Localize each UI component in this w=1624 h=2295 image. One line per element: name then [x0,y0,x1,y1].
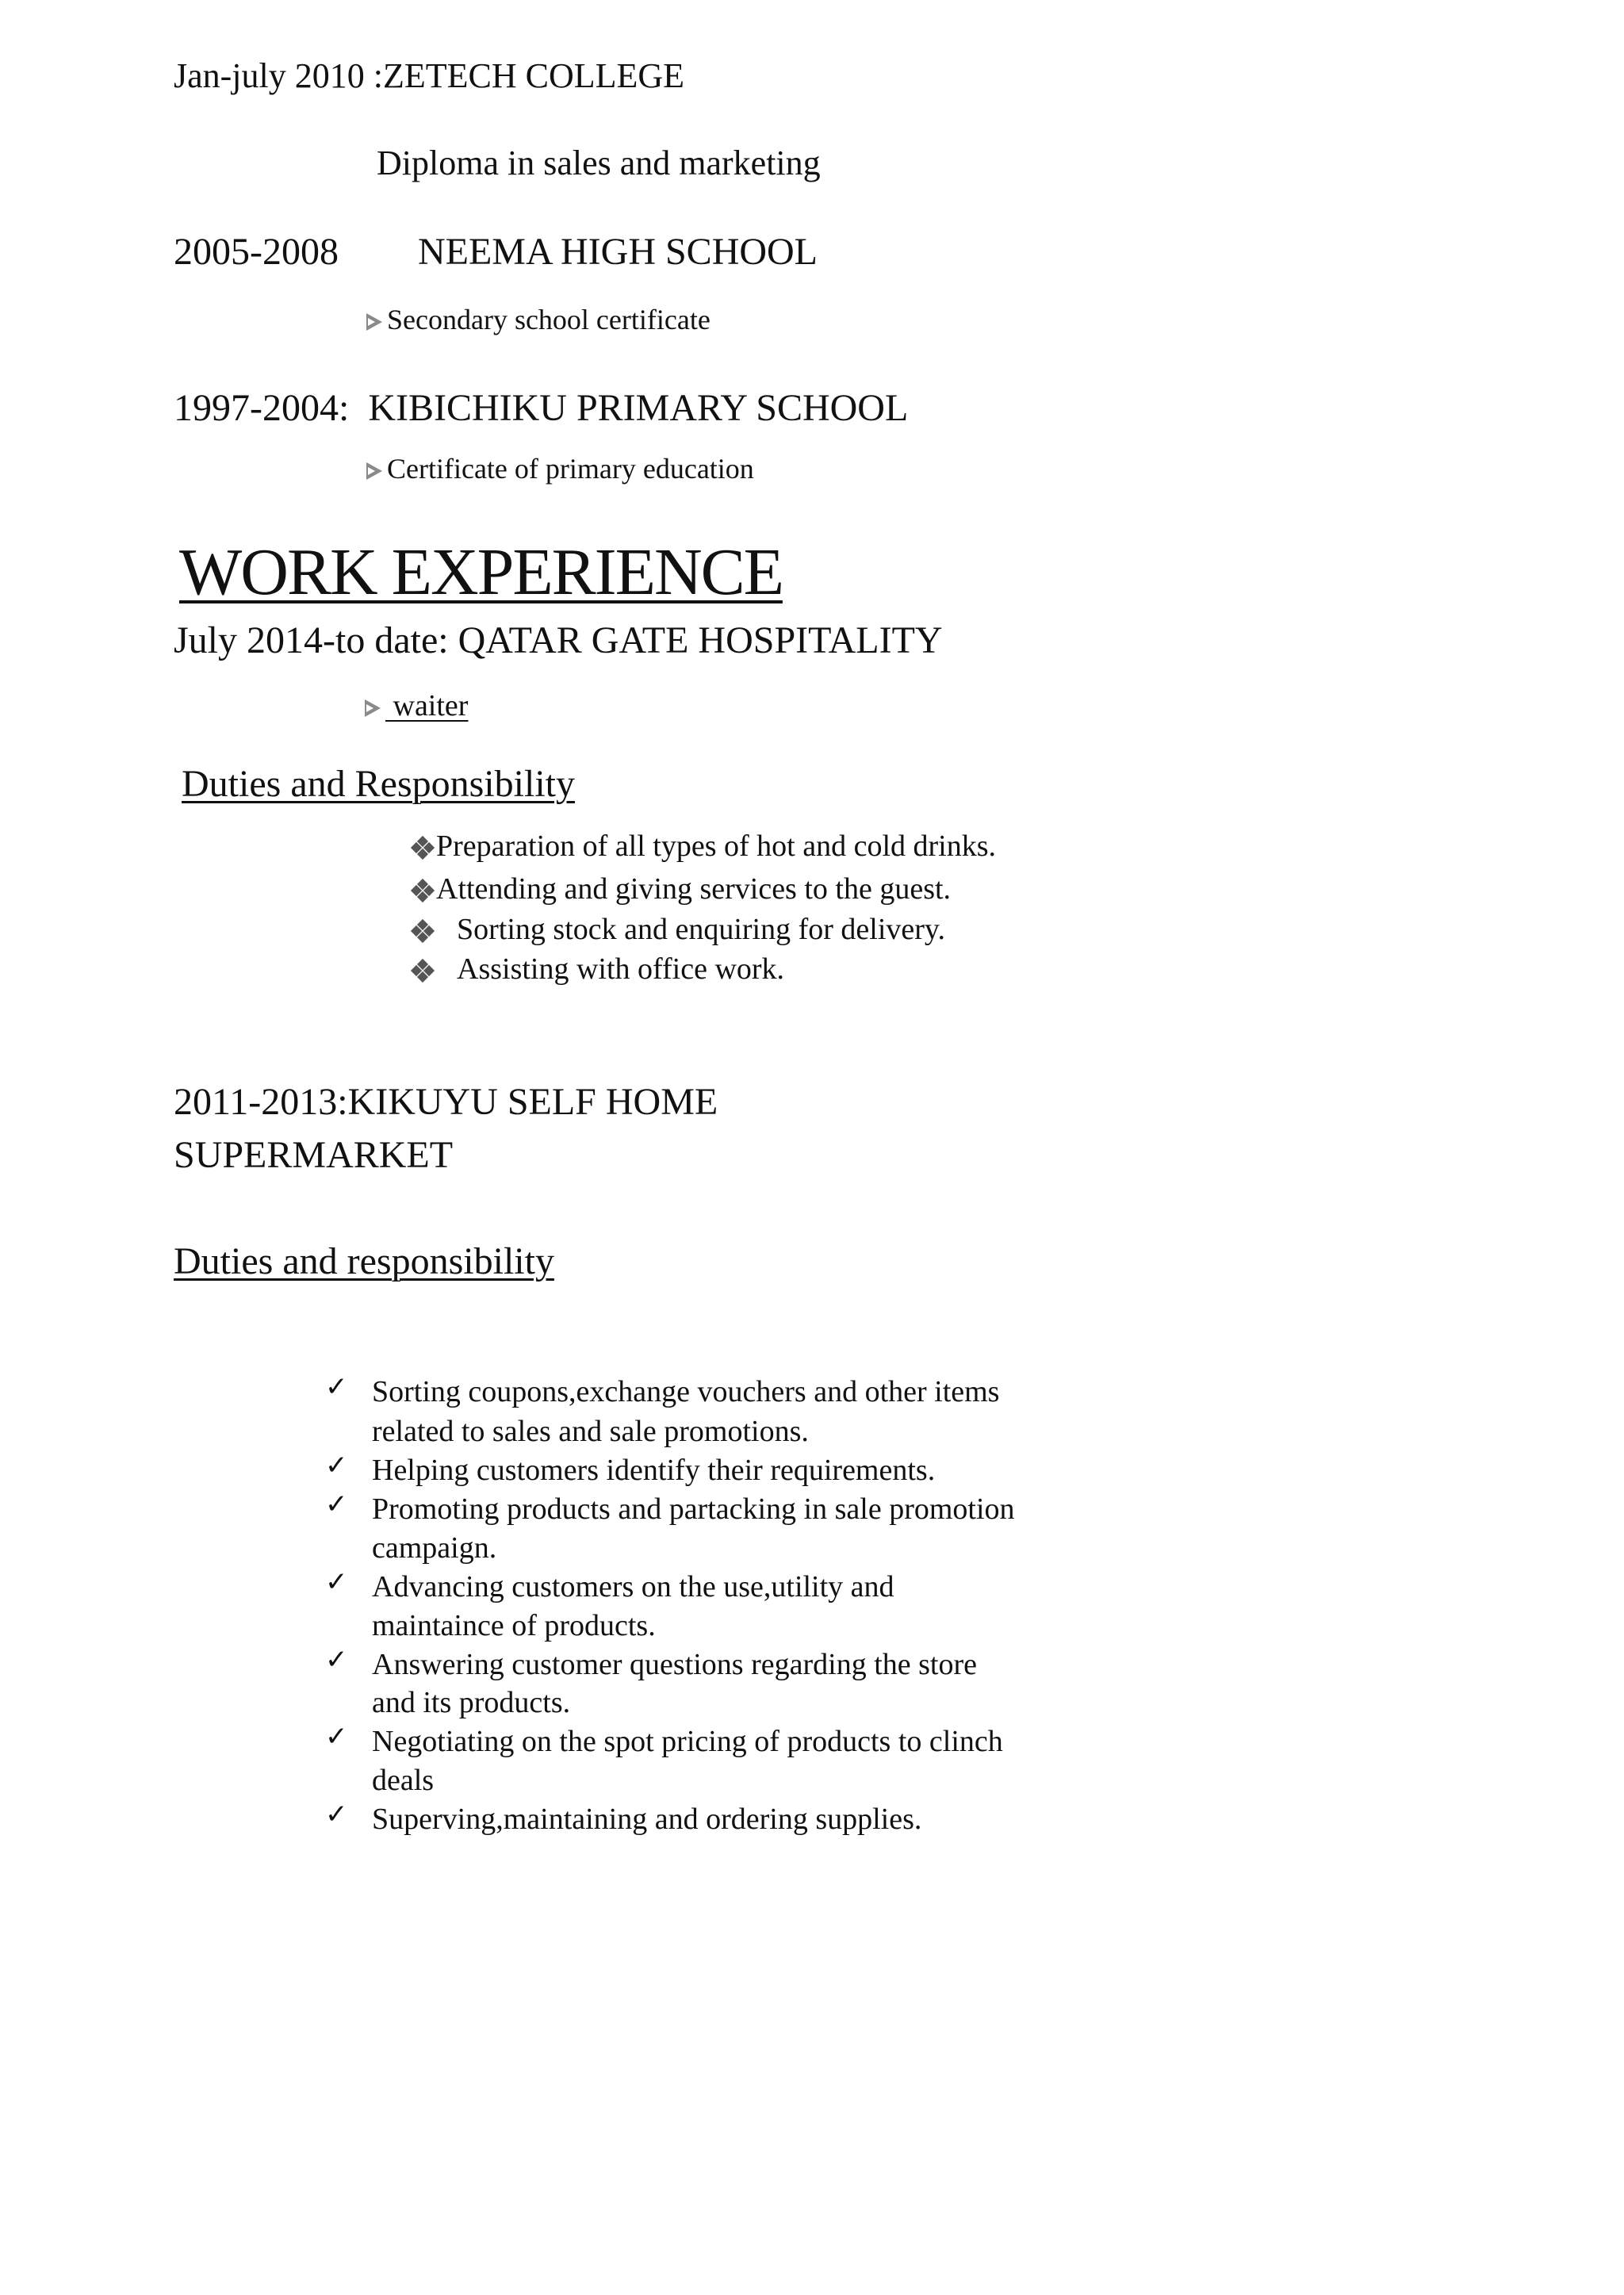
diamond-bullet-icon [412,837,433,858]
education-institution: NEEMA HIGH SCHOOL [418,231,818,273]
check-icon: ✓ [325,1799,348,1830]
list-item [412,831,996,861]
education-period: 2005-2008 [174,231,339,273]
check-icon: ✓ [325,1371,348,1403]
education-award: Diploma in sales and marketing [377,144,821,182]
education-award: Certificate of primary education [387,453,754,485]
education-entry-kibichiku [174,389,908,427]
diamond-bullet-icon [412,921,433,941]
education-institution: KIBICHIKU PRIMARY SCHOOL [368,387,909,429]
education-award: Secondary school certificate [387,304,710,335]
duty-text: Assisting with office work. [457,952,785,986]
job-header: 2011-2013:KIKUYU SELF HOME [174,1081,718,1123]
duties-heading: Duties and responsibility [174,1240,554,1282]
duty-text: deals [372,1764,435,1797]
duty-text: Advancing customers on the use,utility and [372,1570,894,1603]
duty-text: related to sales and sale promotions. [372,1415,809,1448]
list-item [412,874,951,904]
diamond-bullet-icon [412,880,433,901]
arrow-bullet-icon [366,313,382,331]
diamond-bullet-icon [412,960,433,981]
duties-heading: Duties and Responsibility [182,763,575,805]
duty-text: Attending and giving services to the guest. [436,872,952,906]
list-item [412,954,784,984]
duty-text: Promoting products and partacking in sale promotion [372,1492,1015,1526]
education-period: 1997-2004: [174,387,350,429]
check-icon: ✓ [325,1644,348,1676]
duty-text: and its products. [372,1686,571,1719]
work-experience-heading: WORK EXPERIENCE [179,535,783,609]
education-entry-zetech [174,56,685,95]
arrow-bullet-icon [366,462,382,480]
job-header: SUPERMARKET [174,1134,454,1176]
job-role: waiter [385,689,469,722]
job-role-item [365,691,468,721]
duty-text: Negotiating on the spot pricing of products to clinch [372,1725,1003,1758]
duty-text: Sorting stock and enquiring for delivery. [457,913,945,946]
education-award-item [366,305,710,334]
duty-text: campaign. [372,1531,497,1565]
list-item [412,914,945,944]
duty-text: Sorting coupons,exchange vouchers and other items [372,1375,1000,1408]
check-icon: ✓ [325,1566,348,1598]
check-icon: ✓ [325,1450,348,1481]
education-institution: ZETECH COLLEGE [382,56,685,95]
education-award-item [366,454,754,483]
education-period: Jan-july 2010 : [174,56,383,95]
arrow-bullet-icon [365,699,381,717]
job-header: July 2014-to date: QATAR GATE HOSPITALITY [174,619,943,661]
check-icon: ✓ [325,1721,348,1753]
duty-text: maintaince of products. [372,1609,656,1642]
check-icon: ✓ [325,1488,348,1520]
duty-text: Superving,maintaining and ordering supplies. [372,1803,922,1836]
duty-text: Answering customer questions regarding the store [372,1648,977,1681]
duty-text: Helping customers identify their requirements. [372,1454,936,1487]
duty-text: Preparation of all types of hot and cold drinks. [436,829,997,863]
